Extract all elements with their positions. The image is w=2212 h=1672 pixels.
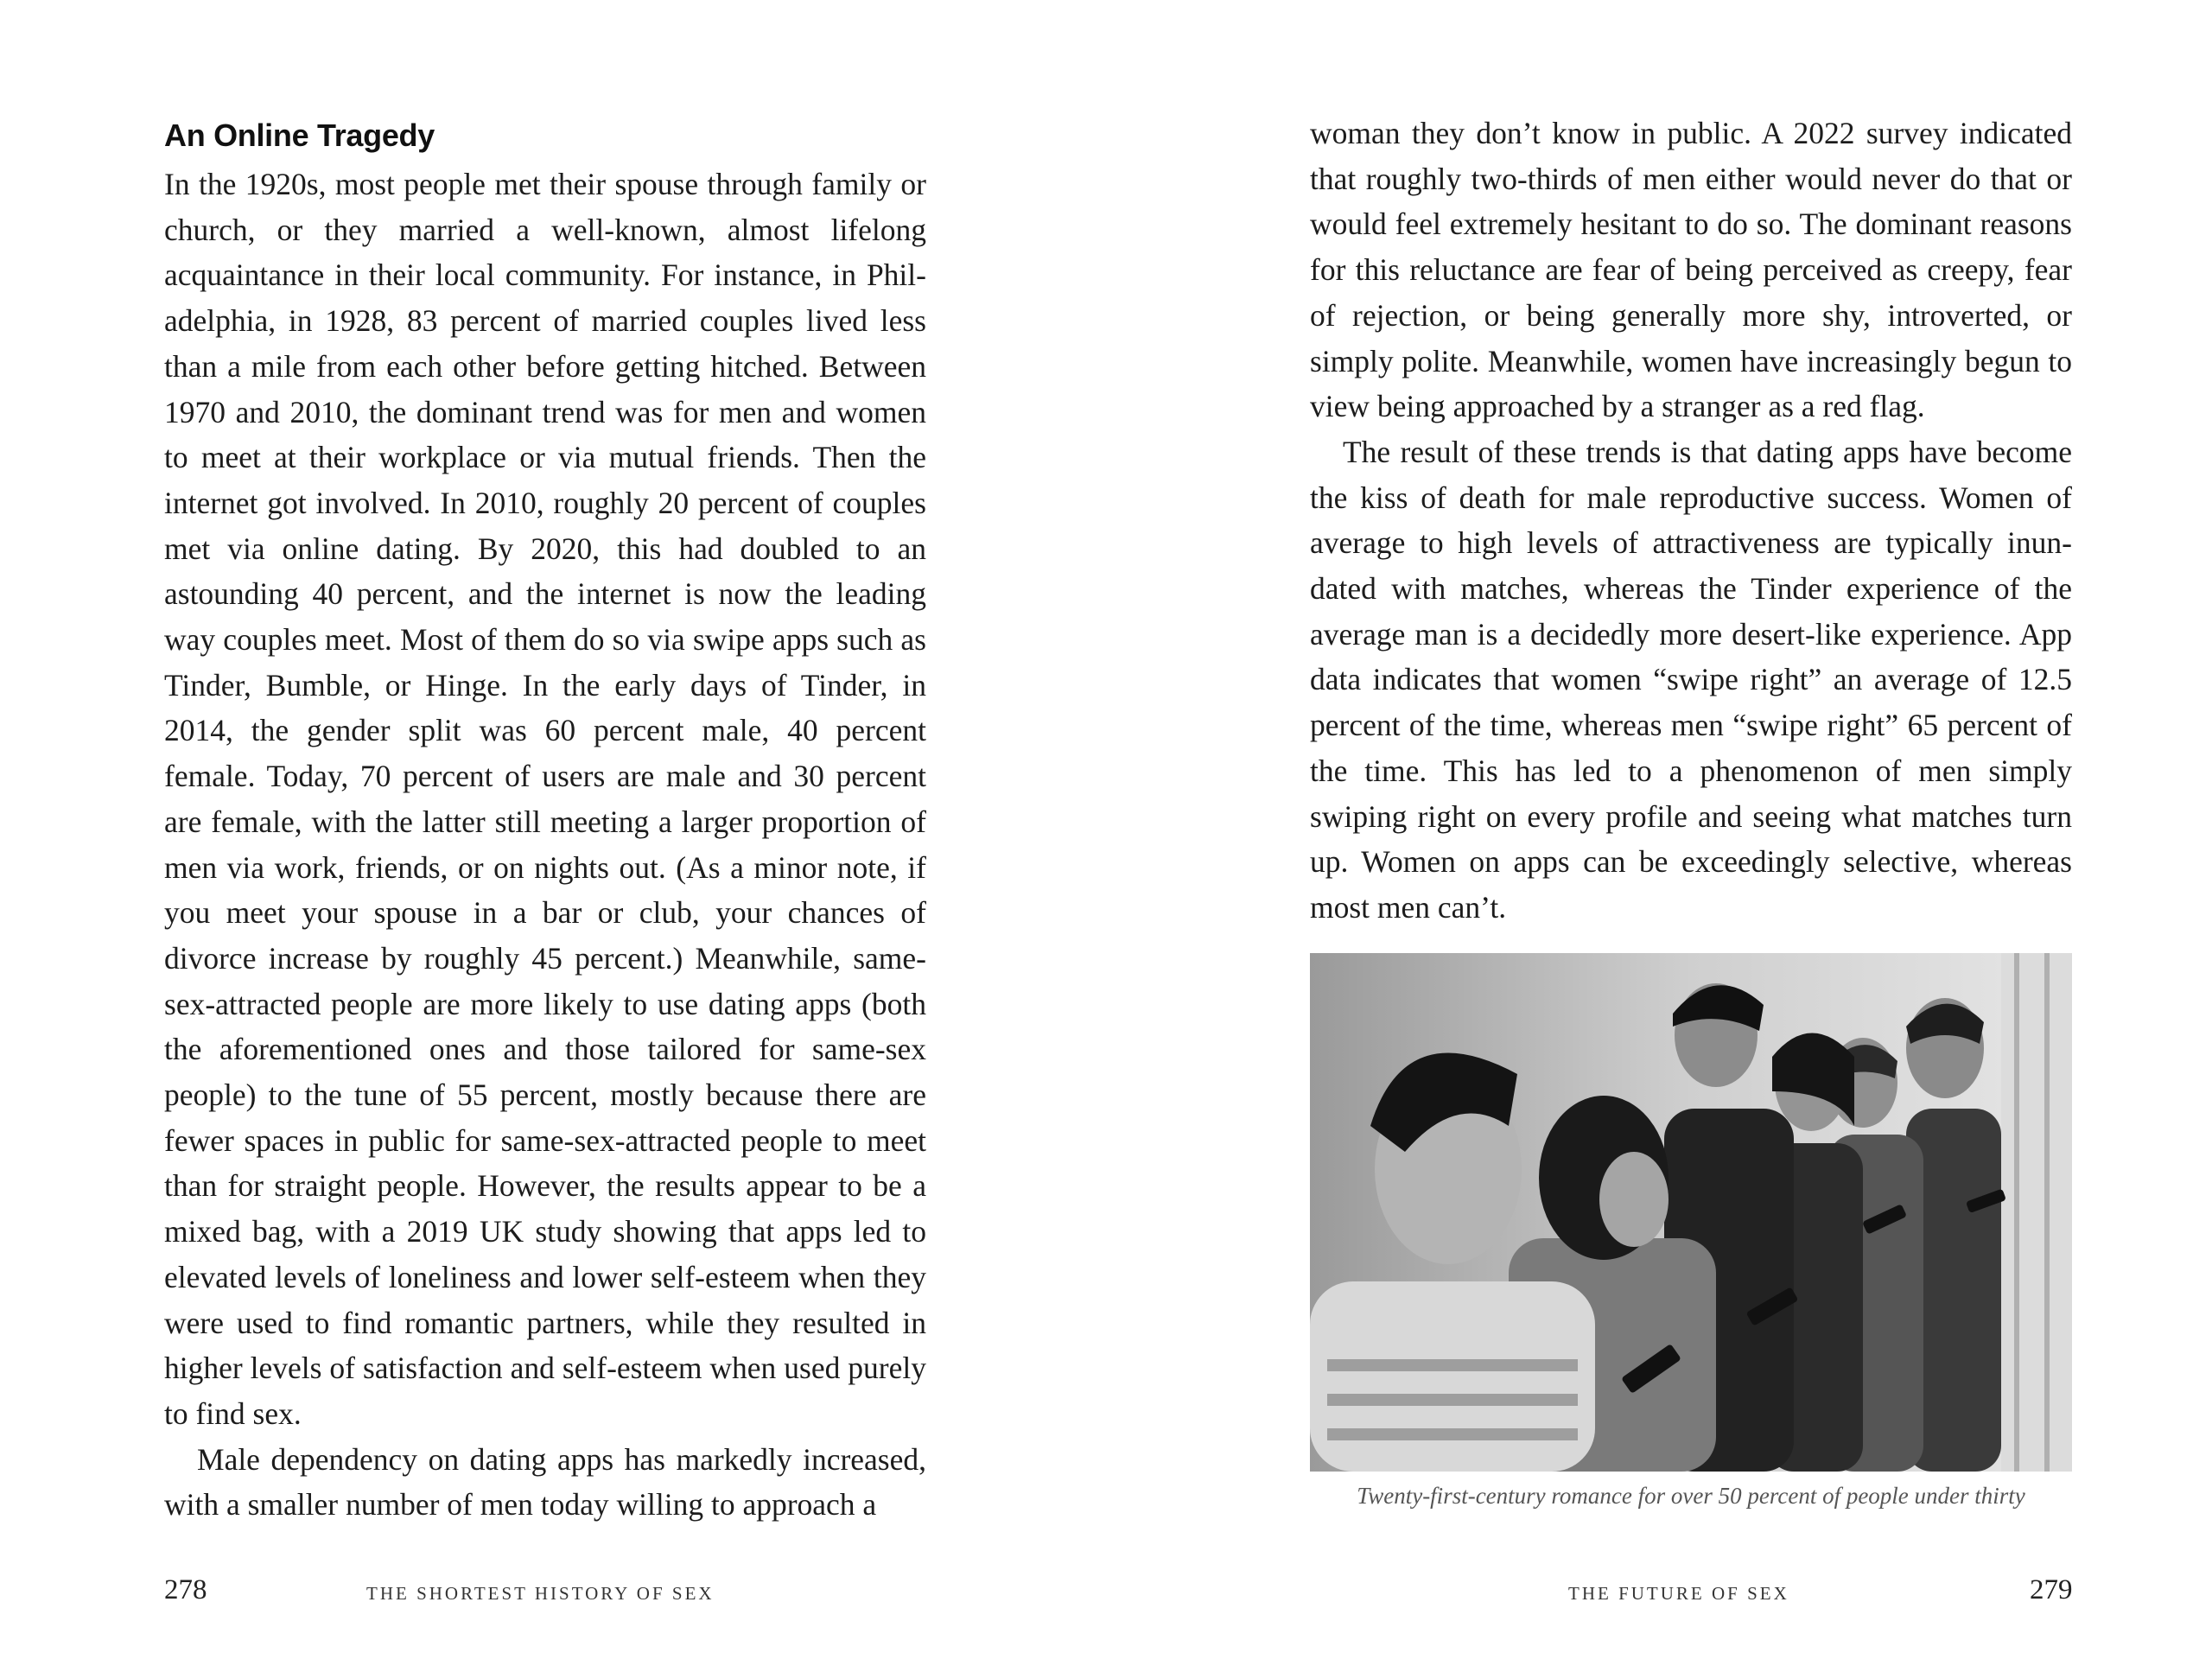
running-head: THE FUTURE OF SEX <box>1568 1583 1789 1604</box>
figure-caption: Twenty-first-century romance for over 50 percent of people under thirty <box>1357 1483 2025 1509</box>
photo-illustration <box>1310 953 2072 1472</box>
running-head: THE SHORTEST HISTORY OF SEX <box>366 1583 715 1604</box>
section-heading: An Online Tragedy <box>164 118 435 153</box>
body-paragraph: Male dependency on dating apps has markedly increased, with a smaller number of men today willing to approach a <box>164 1441 926 1523</box>
body-paragraph: woman they don’t know in public. A 2022 survey indicated that roughly two-thirds of men either would never do that or would feel extremely hesitant to do so. The dominant reasons for this reluctance are fear of being perceived as creepy, fear of rejection, or being generally more shy, introverted, or simply polite. Meanwhile, women have increasingly begun to view being approached by a stranger as a red flag. <box>1310 116 2072 424</box>
page-number: 279 <box>2030 1574 2073 1605</box>
figure-photo <box>1310 953 2072 1472</box>
left-text-column <box>164 162 926 1528</box>
right-text-column <box>1310 111 2072 931</box>
page-number: 278 <box>164 1574 207 1605</box>
body-paragraph: The result of these trends is that dating apps have become the kiss of death for male reproductive success. Women of average to high levels of attractiveness are typically inundated with matches, whereas the Tinder experience of the average man is a decidedly more desert-like experience. App data indicates that women “swipe right” an average of 12.5 percent of the time, whereas men “swipe right” 65 percent of the time. This has led to a phenomenon of men simply swiping right on every profile and seeing what matches turn up. Women on apps can be exceedingly selective, whereas most men can’t. <box>1310 434 2072 925</box>
body-paragraph: In the 1920s, most people met their spouse through family or church, or they married a well-known, almost lifelong acquaintance in their local community. For instance, in Philadelphia, in 1928, 83 percent of married couples lived less than a mile from each other before getting hitched. Between 1970 and 2010, the dominant trend was for men and women to meet at their workplace or via mutual friends. Then the internet got involved. In 2010, roughly 20 percent of couples met via online dating. By 2020, this had doubled to an astounding 40 percent, and the internet is now the leading way couples meet. Most of them do so via swipe apps such as Tinder, Bumble, or Hinge. In the early days of Tinder, in 2014, the gender split was 60 percent male, 40 percent female. Today, 70 percent of users are male and 30 percent are female, with the latter still meeting a larger proportion of men via work, friends, or on nights out. (As a minor note, if you meet your spouse in a bar or club, your chances of divorce increase by roughly 45 percent.) Meanwhile, same-sex-attracted people are more likely to use dating apps (both the aforementioned ones and those tailored for same-sex people) to the tune of 55 percent, mostly because there are fewer spaces in public for same-sex-attracted people to meet than for straight people. However, the results appear to be a mixed bag, with a 2019 UK study showing that apps led to elevated levels of loneliness and lower self-esteem when they were used to find romantic partners, while they resulted in higher levels of satisfaction and self-esteem when used purely to find sex. <box>164 167 926 1431</box>
right-page <box>1106 0 2212 1672</box>
